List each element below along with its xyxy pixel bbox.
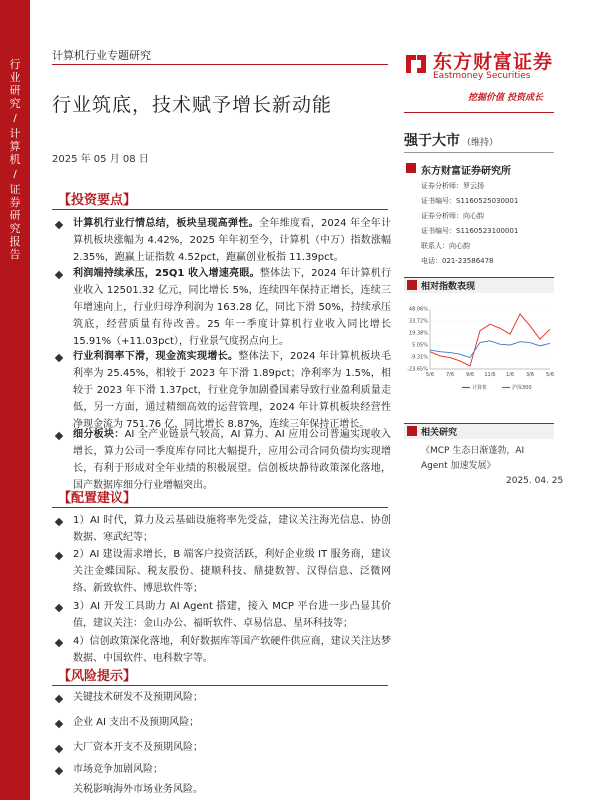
y-tick-label: -23.65% bbox=[407, 366, 428, 373]
report-type: 计算机行业专题研究 bbox=[52, 49, 151, 62]
bullet-icon bbox=[55, 552, 63, 560]
side-band-part1: 行业研究 bbox=[9, 58, 21, 110]
point-paragraph bbox=[73, 215, 391, 266]
index-section-icon bbox=[407, 280, 417, 290]
related-section-title: 相关研究 bbox=[421, 428, 458, 438]
x-tick-label: 3/6 bbox=[525, 372, 535, 378]
side-band-sep2: / bbox=[13, 169, 17, 180]
bullet-icon bbox=[55, 745, 63, 753]
series-line bbox=[430, 314, 550, 366]
analyst-line: 电话：021-23586478 bbox=[421, 257, 494, 265]
point-paragraph bbox=[73, 265, 391, 350]
brand-name-en: Eastmoney Securities bbox=[433, 71, 531, 81]
advice-item: 2）AI 建设需求增长，B 端客户投资活跃，利好企业级 IT 服务商，建议关注金蝶国际、税友股份、捷顺科技、鼎捷数智、汉得信息、泛微网络、新致软件、博思软件等； bbox=[73, 549, 391, 594]
advice-item: 3）AI 开发工具助力 AI Agent 搭建，接入 MCP 平台进一步凸显其价值，建议关注：金山办公、福昕软件、卓易信息、星环科技等； bbox=[73, 601, 391, 629]
side-band bbox=[0, 0, 30, 800]
y-tick-label: 5.05% bbox=[412, 342, 428, 349]
related-section-icon bbox=[407, 426, 417, 436]
right-rule bbox=[404, 112, 554, 113]
risk-item: 关键技术研发不及预期风险； bbox=[73, 692, 203, 703]
y-tick-label: 48.06% bbox=[408, 306, 428, 313]
side-band-part2: 计算机 bbox=[9, 127, 21, 166]
section-risk bbox=[52, 664, 388, 686]
brand-mark-icon bbox=[403, 51, 429, 77]
rating-label: 强于大市 bbox=[404, 133, 460, 149]
analyst-line: 证书编号：S1160523100001 bbox=[421, 227, 519, 235]
risk-item: 企业 AI 支出不及预期风险； bbox=[73, 717, 200, 728]
brand-logo bbox=[403, 45, 553, 85]
risk-item: 大厂资本开支不及预期风险； bbox=[73, 742, 203, 753]
y-tick-label: 33.72% bbox=[408, 318, 428, 325]
bullet-icon bbox=[55, 221, 63, 229]
bullet-icon bbox=[55, 604, 63, 612]
bullet-icon bbox=[55, 518, 63, 526]
page-title: 行业筑底，技术赋予增长新动能 bbox=[52, 94, 333, 116]
brand-slogan: 挖掘价值 投资成长 bbox=[468, 93, 544, 103]
index-section-title: 相对指数表现 bbox=[421, 282, 476, 292]
x-tick-label: 7/6 bbox=[445, 372, 455, 378]
rating-change: （维持） bbox=[462, 138, 499, 148]
related-report-link[interactable]: 《MCP 生态日渐蓬勃，AI Agent 加速发展》 bbox=[421, 446, 525, 471]
point-lead: 行业利润率下滑，现金流实现增长。 bbox=[73, 351, 239, 362]
point-text: 整体法下，2024 年计算机行业收入 12501.32 亿元，同比增长 5%，连续四年保持正增长，连续三年增速向上，行业归母净利润为 163.28 亿，同比下滑 50%，持续承压筑底，经营质量有待改善。25 年一季度计算机行业收入同比增长 15.91%（+11.03pct），行业景气度拐点向上。 bbox=[73, 268, 391, 347]
section-title: 【投资要点】 bbox=[58, 193, 137, 208]
point-paragraph bbox=[73, 348, 391, 433]
point-text: 全年维度看，2024 年全年计算机板块涨幅为 4.42%，2025 年年初至今，计算机（中万）指数涨幅 2.35%，跑赢上证指数 4.52pct，跑赢创业板指 11.39pct。 bbox=[73, 218, 392, 263]
bullet-icon bbox=[55, 271, 63, 279]
point-text: AI 全产业链景气较高，AI 算力、AI 应用公司普遍实现收入增长，算力公司一季度库存同比大幅提升，应用公司合同负债均实现增长，有利于形成对全年业绩的积极展望。信创板块静待政策深化落地，国产数据库细分行业增幅突出。 bbox=[73, 429, 392, 491]
header-rule bbox=[52, 64, 388, 65]
section-title: 【风险提示】 bbox=[58, 669, 137, 684]
series-line bbox=[430, 341, 550, 358]
side-band-text bbox=[7, 58, 23, 261]
x-tick-label: 9/6 bbox=[465, 372, 475, 378]
legend-label: 沪深300 bbox=[512, 385, 532, 391]
bullet-icon bbox=[55, 639, 63, 647]
point-lead: 计算机行业行情总结，板块呈现高弹性。 bbox=[73, 218, 260, 229]
analyst-line: 证券分析师：罗云扬 bbox=[421, 182, 484, 190]
legend-label: 计算机 bbox=[472, 385, 488, 391]
publish-date: 2025 年 05 月 08 日 bbox=[52, 154, 149, 165]
institute-icon bbox=[406, 163, 416, 173]
rating bbox=[404, 130, 498, 150]
analyst-line: 联系人：向心韵 bbox=[421, 242, 470, 250]
related-report-date: 2025. 04. 25 bbox=[506, 476, 564, 486]
section-title: 【配置建议】 bbox=[58, 491, 137, 506]
x-tick-label: 5/6 bbox=[545, 372, 554, 378]
bullet-icon bbox=[55, 767, 63, 775]
section-investment-points bbox=[52, 188, 388, 210]
y-tick-label: 19.38% bbox=[408, 330, 428, 337]
x-tick-label: 1/6 bbox=[505, 372, 515, 378]
rating-rule bbox=[404, 152, 554, 153]
y-tick-label: -9.31% bbox=[410, 354, 428, 361]
advice-item: 1）AI 时代，算力及云基础设施将率先受益，建议关注海光信息、协创数据、寒武纪等； bbox=[73, 515, 391, 543]
bullet-icon bbox=[55, 720, 63, 728]
brand-name-cn: 东方财富证券 bbox=[433, 51, 554, 73]
analyst-line: 证书编号：S1160525030001 bbox=[421, 197, 519, 205]
bullet-icon bbox=[55, 432, 63, 440]
risk-item: 关税影响海外市场业务风险。 bbox=[73, 784, 203, 795]
institute-name: 东方财富证券研究所 bbox=[421, 166, 511, 177]
bullet-icon bbox=[55, 695, 63, 703]
advice-item: 4）信创政策深化落地，利好数据库等国产软硬件供应商，建议关注达梦数据、中国软件、电科数字等。 bbox=[73, 636, 391, 664]
point-text: 整体法下，2024 年计算机板块毛利率为 25.45%，相较于 2023 年下滑 1.89pct；净利率为 1.5%，相较于 2023 年下滑 1.37pct，行业竞争加剧叠国素导致行业盈利质量走低，另一方面，通过精细高效的运营管理，2024 年计算机板块经营性净现金流为 751.76 亿，同比增长 8.87%，连续三年保持正增长。 bbox=[73, 351, 391, 430]
analyst-line: 证券分析师：向心韵 bbox=[421, 212, 484, 220]
side-band-part3: 证券研究报告 bbox=[9, 183, 21, 261]
bullet-icon bbox=[55, 354, 63, 362]
x-tick-label: 11/6 bbox=[484, 372, 496, 378]
point-lead: 利润端持续承压，25Q1 收入增速亮眼。 bbox=[73, 268, 260, 279]
point-lead: 细分板块： bbox=[73, 429, 125, 440]
x-tick-label: 5/6 bbox=[425, 372, 435, 378]
side-band-sep1: / bbox=[13, 113, 17, 124]
section-advice bbox=[52, 486, 388, 508]
point-paragraph bbox=[73, 426, 391, 494]
relative-index-chart bbox=[404, 305, 554, 395]
risk-item: 市场竞争加剧风险； bbox=[73, 764, 163, 775]
